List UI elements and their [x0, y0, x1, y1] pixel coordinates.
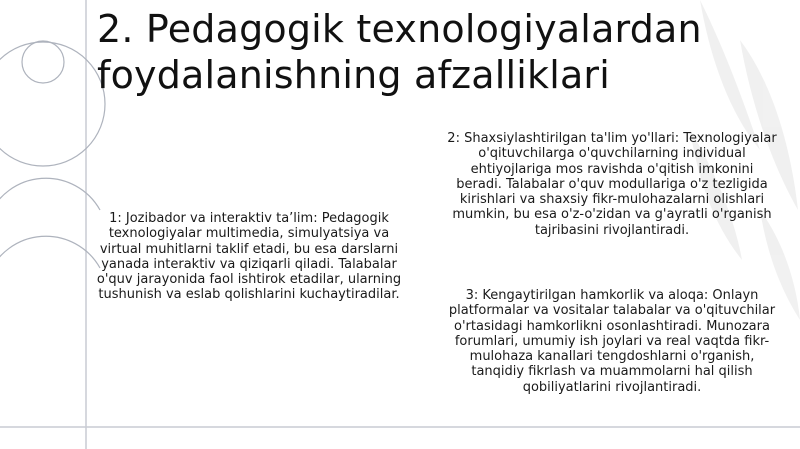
- slide-title: 2. Pedagogik texnologiyalardan foydalanishning afzalliklari: [97, 7, 702, 97]
- benefit-point-1: 1: Jozibador va interaktiv ta’lim: Pedagogik texnologiyalar multimedia, simulyatsiya va virtual muhitlarni taklif etadi, bu esa darslarni yanada interaktiv va qiziqarli qiladi. Talabalar o'quv jarayonida faol ishtirok etadilar, ularning tushunish va eslab qolishlarini kuchaytiradilar.: [96, 211, 402, 303]
- small-circle-ornament: [22, 41, 64, 83]
- large-circle-ornament: [0, 42, 105, 166]
- benefit-point-2: 2: Shaxsiylashtirilgan ta'lim yo'llari: Texnologiyalar o'qituvchilarga o'quvchilarning individual ehtiyojlariga mos ravishda o'qitish imkonini beradi. Talabalar o'quv modullariga o'z tezligida kirishlari va shaxsiy fikr-mulohazalarni olishlari mumkin, bu esa o'z-o'zidan va g'ayratli o'rganish tajribasini rivojlantiradi.: [447, 131, 777, 238]
- benefit-point-3: 3: Kengaytirilgan hamkorlik va aloqa: Onlayn platformalar va vositalar talabalar va o'qituvchilar o'rtasidagi hamkorlikni osonlashtiradi. Munozara forumlari, umumiy ish joylari va real vaqtda fikr-mulohaza kanallari tengdoshlarni o'rganish, tanqidiy fikrlash va muammolarni hal qilish qobiliyatlarini rivojlantiradi.: [448, 288, 776, 395]
- arc-ornament-upper: [0, 178, 100, 218]
- arc-ornament-lower: [0, 236, 100, 276]
